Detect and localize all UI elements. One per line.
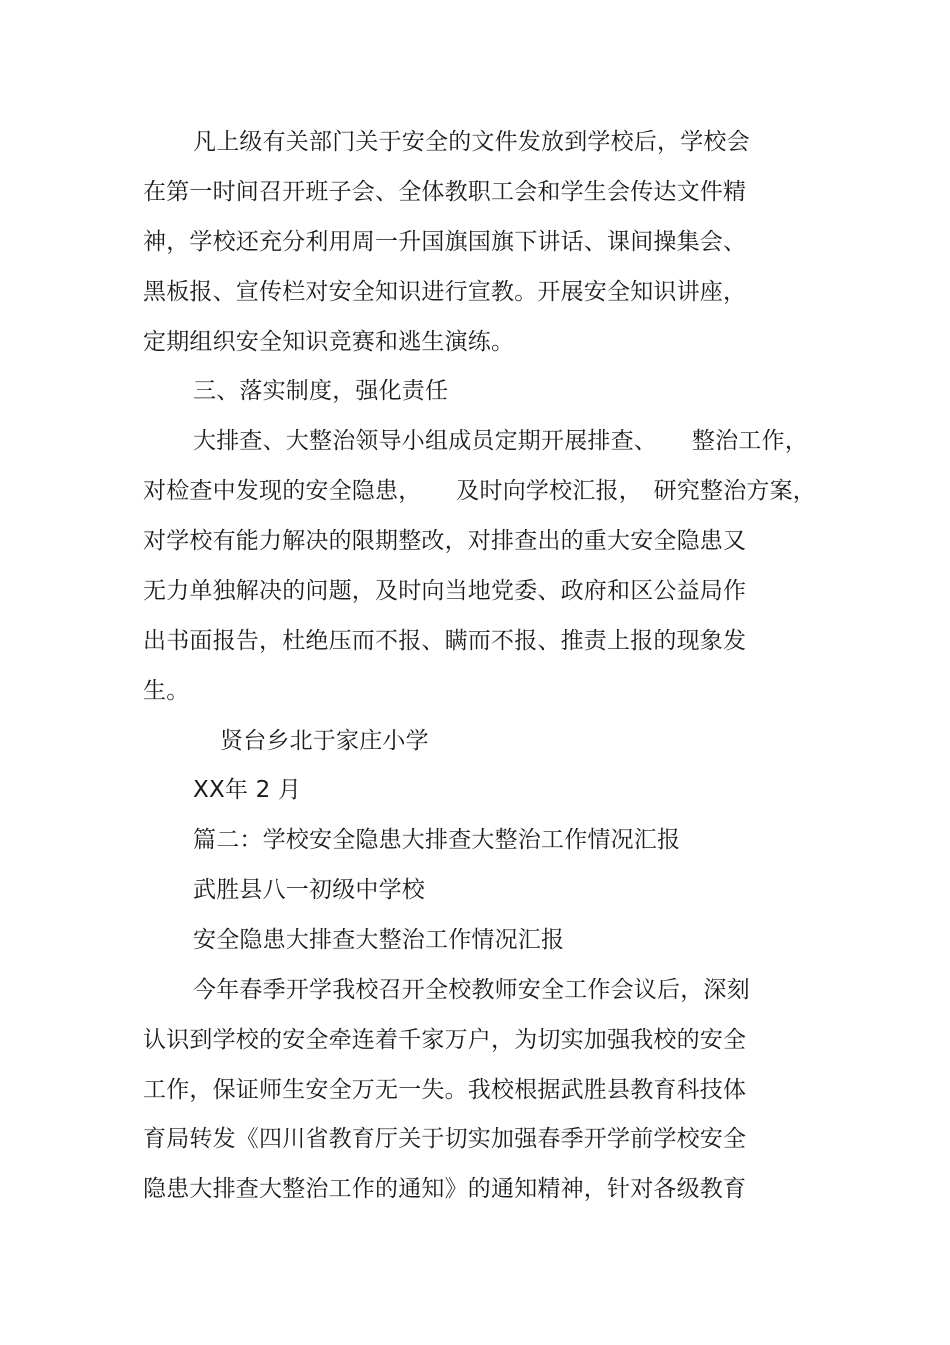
- text-line: 工作，保证师生安全万无一失。我校根据武胜县教育科技体: [143, 1077, 747, 1103]
- school-name: 武胜县八一初级中学校: [193, 877, 425, 903]
- chapter-title: 篇二：学校安全隐患大排查大整治工作情况汇报: [193, 827, 681, 853]
- text-line: 黑板报、宣传栏对安全知识进行宣教。开展安全知识讲座，: [143, 279, 747, 305]
- text-line: 大排查、大整治领导小组成员定期开展排查、 整治工作，: [193, 428, 808, 454]
- section-heading: 三、落实制度，强化责任: [193, 378, 449, 404]
- text-line: 无力单独解决的问题，及时向当地党委、政府和区公益局作: [143, 578, 747, 604]
- text-line: 定期组织安全知识竞赛和逃生演练。: [143, 329, 515, 355]
- text-line: 认识到学校的安全牵连着千家万户，为切实加强我校的安全: [143, 1027, 747, 1053]
- text-line: 出书面报告，杜绝压而不报、瞒而不报、推责上报的现象发: [143, 628, 747, 654]
- text-line: 对学校有能力解决的限期整改，对排查出的重大安全隐患又: [143, 528, 747, 554]
- report-title: 安全隐患大排查大整治工作情况汇报: [193, 927, 565, 953]
- text-line: 育局转发《四川省教育厅关于切实加强春季开学前学校安全: [143, 1126, 747, 1152]
- text-line: 对检查中发现的安全隐患， 及时向学校汇报， 研究整治方案，: [143, 478, 816, 504]
- text-line: 隐患大排查大整治工作的通知》的通知精神，针对各级教育: [143, 1176, 747, 1202]
- text-line: 神，学校还充分利用周一升国旗国旗下讲话、课间操集会、: [143, 229, 747, 255]
- text-line: 生。: [143, 678, 190, 704]
- text-line: 在第一时间召开班子会、全体教职工会和学生会传达文件精: [143, 179, 747, 205]
- text-line: 凡上级有关部门关于安全的文件发放到学校后，学校会: [193, 129, 750, 155]
- signature-school: 贤台乡北于家庄小学: [220, 728, 429, 754]
- signature-date: XX年 2 月: [193, 777, 302, 803]
- text-line: 今年春季开学我校召开全校教师安全工作会议后，深刻: [193, 977, 750, 1003]
